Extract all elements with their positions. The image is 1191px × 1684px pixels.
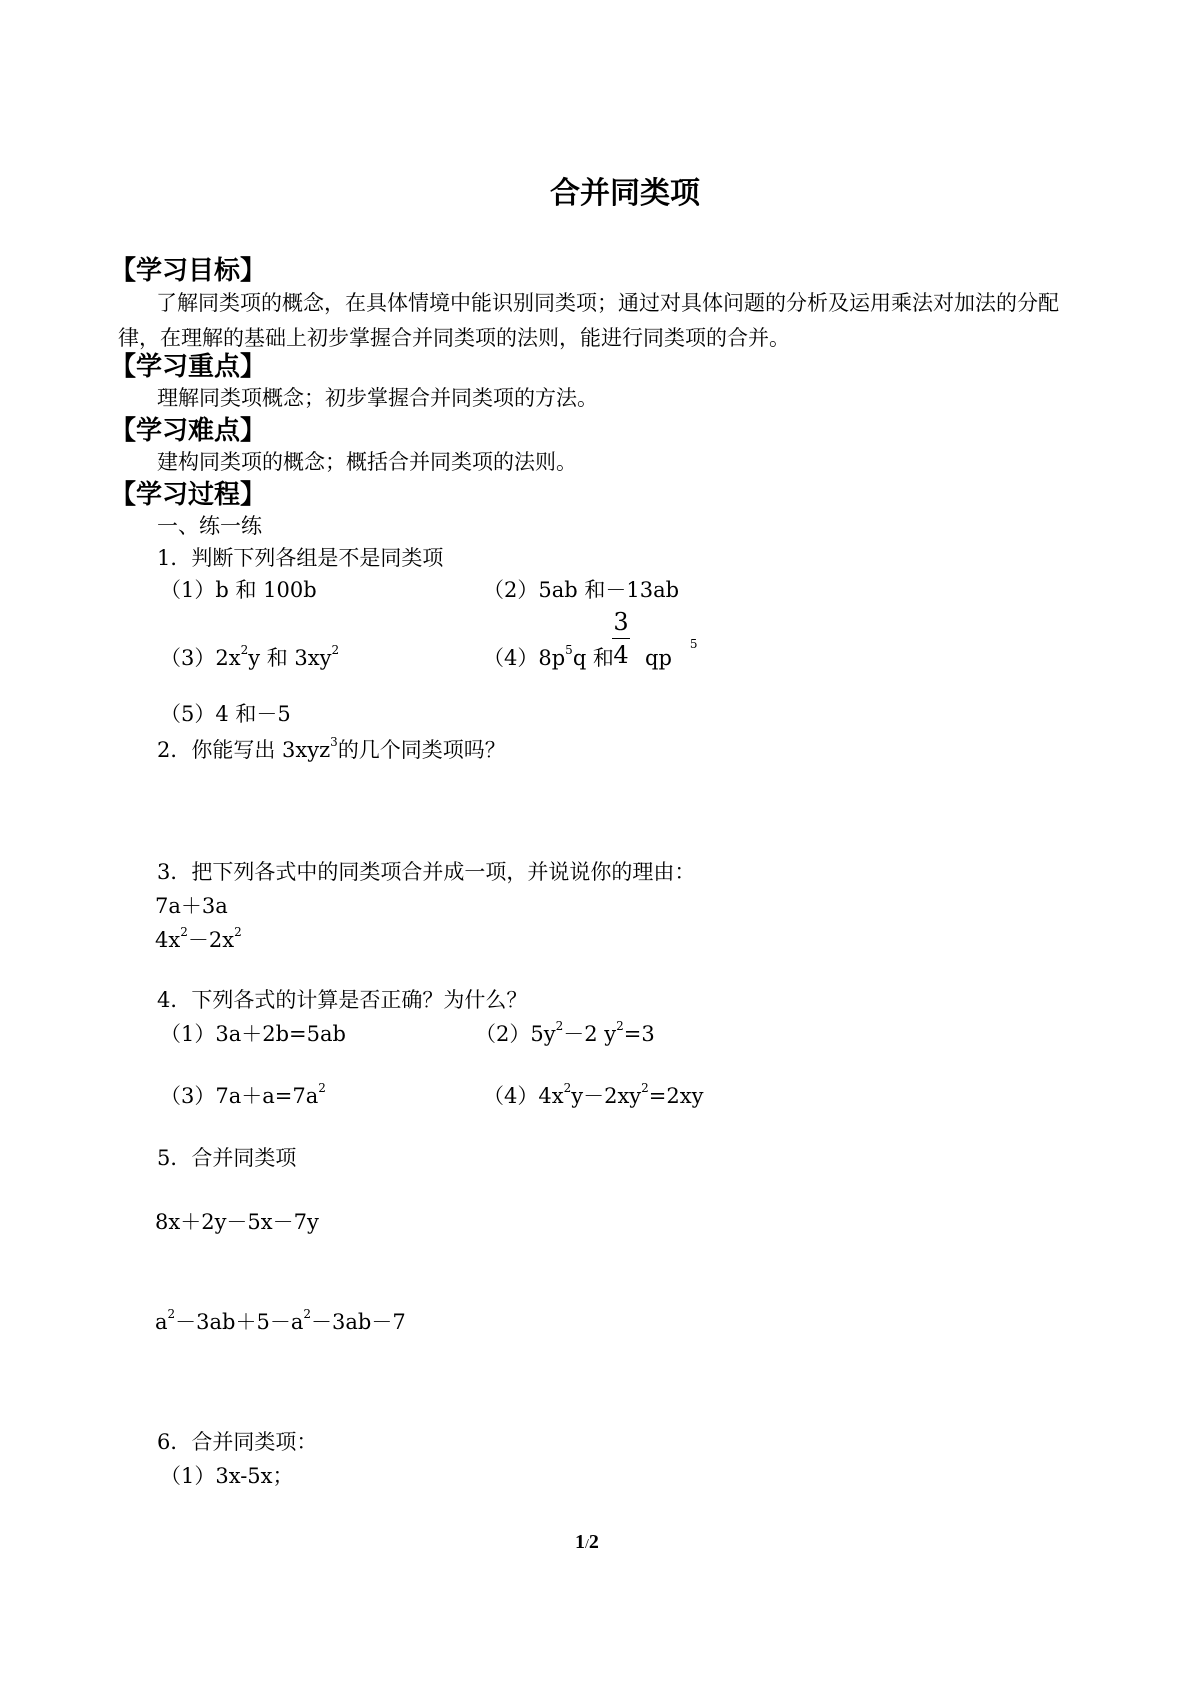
q1-item-2: （2）5ab 和－13ab xyxy=(483,578,680,602)
section-heading-difficulty: 【学习难点】 xyxy=(110,416,267,446)
q2-text: 2．你能写出 3xyz$^3$的几个同类项吗？ xyxy=(157,735,506,762)
page-title: 合并同类项 xyxy=(550,176,700,211)
q3-expr-2: $4x^2-2x^2$ xyxy=(155,925,242,952)
q3-expr-1: 7a＋3a xyxy=(155,894,228,918)
q3-stem: 3．把下列各式中的同类项合并成一项，并说说你的理由： xyxy=(157,860,696,884)
section-heading-key: 【学习重点】 xyxy=(110,352,267,382)
q5-stem: 5．合并同类项 xyxy=(157,1146,297,1170)
q1-item-3: $(3)2x^2y$ 和 $3xy^2$ xyxy=(160,643,340,670)
section-heading-process: 【学习过程】 xyxy=(110,480,267,510)
key-text: 理解同类项概念；初步掌握合并同类项的方法。 xyxy=(157,386,598,410)
q1-item-5: （5）4 和－5 xyxy=(160,702,291,726)
q4-item-2: $(2)5y^2-2$ $y^2=3$ xyxy=(475,1019,655,1046)
part-one-label: 一、练一练 xyxy=(157,514,262,538)
q4-item-3: $(3)7a+a=7a^2$ xyxy=(160,1081,326,1108)
q1-item-1: （1）b 和 100b xyxy=(160,578,317,602)
q4-item-4: $(4)4x^2y-2xy^2=2xy$ xyxy=(483,1081,704,1108)
fraction-numerator: 3 xyxy=(613,608,629,636)
q1-item-4-right: $qp^5$ xyxy=(645,637,698,670)
q5-expr-2: $a^2-3ab+5-a^2-3ab-7$ xyxy=(155,1307,406,1334)
goal-text: 了解同类项的概念，在具体情境中能识别同类项；通过对具体问题的分析及运用乘法对加法的分配律，在理解的基础上初步掌握合并同类项的法则，能进行同类项的合并。 xyxy=(118,291,1059,350)
q6-item-1: （1）3x-5x； xyxy=(160,1464,294,1488)
q5-expr-1: 8x＋2y－5x－7y xyxy=(155,1210,319,1234)
difficulty-text: 建构同类项的概念；概括合并同类项的法则。 xyxy=(157,450,577,474)
page-number: 1/2 xyxy=(575,1531,599,1553)
fraction-bar xyxy=(612,638,630,639)
fraction-denominator: 4 xyxy=(613,641,629,669)
q1-stem: 1．判断下列各组是不是同类项 xyxy=(157,546,444,570)
q6-stem: 6．合并同类项： xyxy=(157,1430,318,1454)
section-heading-goal: 【学习目标】 xyxy=(110,256,267,286)
q1-item-4-fraction xyxy=(612,610,630,667)
q4-stem: 4．下列各式的计算是否正确？为什么？ xyxy=(157,988,528,1012)
q4-item-1: （1）3a＋2b=5ab xyxy=(160,1022,346,1046)
q1-item-4-left: $(4)8p^5q$ 和 xyxy=(483,643,614,670)
